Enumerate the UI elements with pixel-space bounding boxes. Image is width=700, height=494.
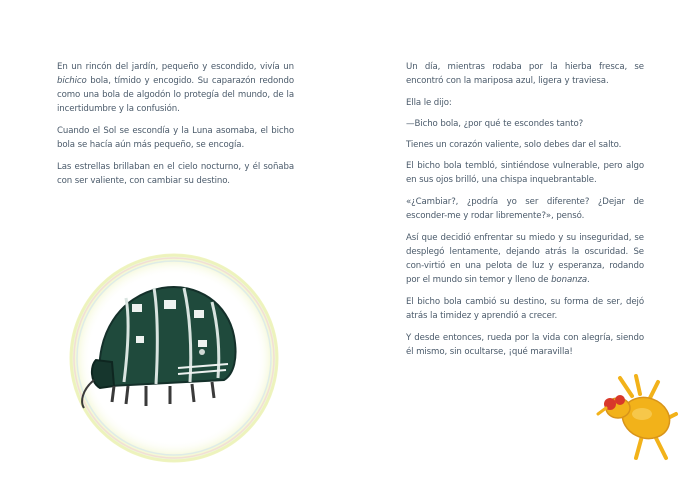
right-paragraph-3: —Bicho bola, ¿por qué te escondes tanto? bbox=[406, 119, 584, 129]
right-paragraph-6: «¿Cambiar?, ¿podría yo ser diferente? ¿Dejar de esconder-me y rodar libremente?», pensó. bbox=[406, 197, 644, 221]
right-paragraph-5: El bicho bola tembló, sintiéndose vulnerable, pero algo en sus ojos brilló, una chispa inquebrantable. bbox=[406, 161, 644, 185]
right-page bbox=[350, 0, 700, 494]
yellow-bug-icon bbox=[580, 374, 698, 470]
right-paragraph-4: Tienes un corazón valiente, solo debes dar el salto. bbox=[406, 140, 622, 150]
right-paragraph-8: El bicho bola cambió su destino, su forma de ser, dejó atrás la timidez y aprendió a crecer. bbox=[406, 297, 644, 321]
left-paragraph-2: Cuando el Sol se escondía y la Luna asomaba, el bicho bola se hacía aún más pequeño, se encogía. bbox=[57, 126, 294, 150]
right-paragraph-2: Ella le dijo: bbox=[406, 98, 452, 108]
right-paragraph-1: Un día, mientras rodaba por la hierba fresca, se encontró con la mariposa azul, ligera y traviesa. bbox=[406, 62, 644, 86]
left-paragraph-1: En un rincón del jardín, pequeño y escondido, vivía un bichico bola, tímido y encogido. Su caparazón redondo como una bola de algodón lo protegía del mundo, de la incertidumbre y la confusión. bbox=[57, 62, 294, 114]
emphasis-word: bonanza bbox=[551, 275, 588, 285]
left-text-column bbox=[57, 60, 294, 196]
right-paragraph-7: Así que decidió enfrentar su miedo y su inseguridad, se desplegó lentamente, dejando atrás la oscuridad. Se con-virtió en una pelota de luz y esperanza, rodando por el mundo sin temor y lleno de bonanza. bbox=[406, 233, 644, 285]
right-paragraph-9: Y desde entonces, rueda por la vida con alegría, siendo él mismo, sin ocultarse, ¡qué maravilla! bbox=[406, 333, 644, 357]
right-text-column bbox=[406, 60, 644, 367]
pillbug-in-bubble-icon bbox=[66, 240, 286, 470]
left-paragraph-3: Las estrellas brillaban en el cielo nocturno, y él soñaba con ser valiente, con cambiar su destino. bbox=[57, 162, 294, 186]
emphasis-word: bichico bbox=[57, 76, 87, 86]
